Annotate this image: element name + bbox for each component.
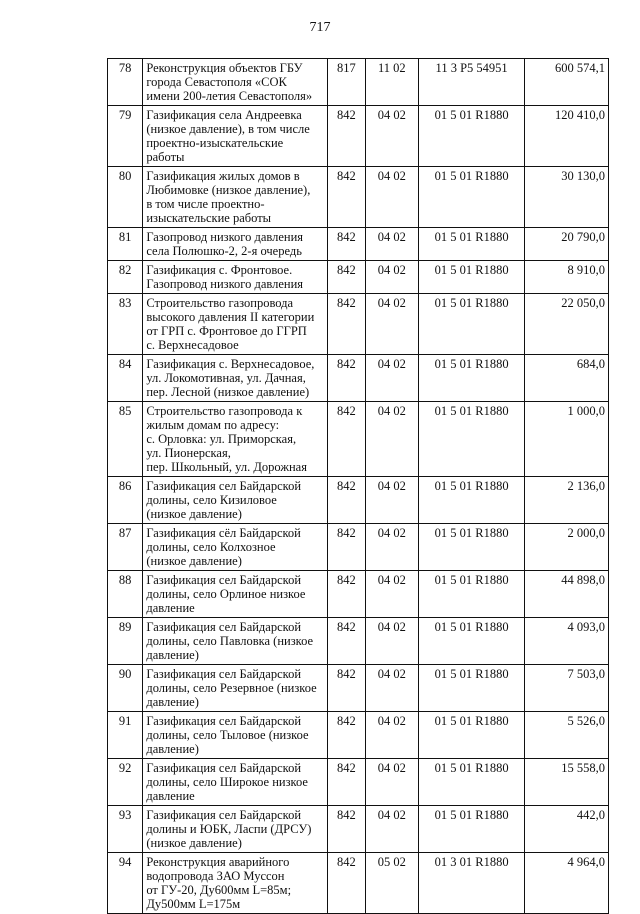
row-number-cell <box>108 618 143 665</box>
section-code-cell <box>365 712 419 759</box>
object-name: Газификация сел Байдарской долины, село Широкое низкое давление <box>146 761 308 803</box>
grbs-code: 842 <box>336 714 356 728</box>
target-article-code: 01 5 01 R1880 <box>434 761 509 775</box>
table-row <box>108 477 609 524</box>
section-code: 04 02 <box>377 808 406 822</box>
section-code: 04 02 <box>377 479 406 493</box>
section-code-cell <box>365 294 419 355</box>
row-number-cell <box>108 355 143 402</box>
amount: 684,0 <box>576 357 605 371</box>
section-code-cell <box>365 59 419 106</box>
target-article-code-cell <box>419 59 525 106</box>
row-number-cell <box>108 294 143 355</box>
object-name: Газификация с. Фронтовое. Газопровод низкого давления <box>146 263 304 291</box>
table-row <box>108 294 609 355</box>
grbs-code-cell <box>328 355 365 402</box>
target-article-code: 01 5 01 R1880 <box>434 108 509 122</box>
amount: 8 910,0 <box>567 263 605 277</box>
amount-cell <box>525 806 609 853</box>
row-number-cell <box>108 759 143 806</box>
row-number: 81 <box>118 230 132 244</box>
section-code: 04 02 <box>377 761 406 775</box>
grbs-code: 842 <box>336 808 356 822</box>
section-code: 04 02 <box>377 620 406 634</box>
object-name: Газификация сел Байдарской долины, село Кизиловое (низкое давление) <box>146 479 302 521</box>
row-number-cell <box>108 402 143 477</box>
section-code-cell <box>365 167 419 228</box>
grbs-code: 842 <box>336 761 356 775</box>
table-row <box>108 853 609 914</box>
amount-cell <box>525 665 609 712</box>
object-name-cell <box>143 261 328 294</box>
object-name: Реконструкция объектов ГБУ города Севастополя «СОК имени 200-летия Севастополя» <box>146 61 313 103</box>
section-code-cell <box>365 228 419 261</box>
amount-cell <box>525 261 609 294</box>
section-code-cell <box>365 806 419 853</box>
target-article-code: 01 5 01 R1880 <box>434 296 509 310</box>
amount-cell <box>525 228 609 261</box>
row-number-cell <box>108 665 143 712</box>
row-number: 91 <box>118 714 132 728</box>
row-number: 79 <box>118 108 132 122</box>
grbs-code-cell <box>328 759 365 806</box>
object-name-cell <box>143 571 328 618</box>
amount-cell <box>525 106 609 167</box>
table-row <box>108 806 609 853</box>
row-number: 83 <box>118 296 132 310</box>
amount: 7 503,0 <box>567 667 605 681</box>
object-name-cell <box>143 167 328 228</box>
amount: 22 050,0 <box>561 296 605 310</box>
row-number: 89 <box>118 620 132 634</box>
table-row <box>108 759 609 806</box>
object-name: Газификация сел Байдарской долины, село Орлиное низкое давление <box>146 573 306 615</box>
grbs-code: 842 <box>336 357 356 371</box>
amount: 2 000,0 <box>567 526 605 540</box>
object-name-cell <box>143 106 328 167</box>
target-article-code: 01 5 01 R1880 <box>434 808 509 822</box>
grbs-code-cell <box>328 59 365 106</box>
object-name: Газификация с. Верхнесадовое, ул. Локомотивная, ул. Дачная, пер. Лесной (низкое давление) <box>146 357 315 399</box>
row-number-cell <box>108 477 143 524</box>
grbs-code-cell <box>328 806 365 853</box>
amount-cell <box>525 618 609 665</box>
table-row <box>108 618 609 665</box>
target-article-code-cell <box>419 106 525 167</box>
table-row <box>108 261 609 294</box>
table-row <box>108 106 609 167</box>
target-article-code-cell <box>419 759 525 806</box>
object-name: Газификация сел Байдарской долины, село Тыловое (низкое давление) <box>146 714 309 756</box>
grbs-code: 842 <box>336 526 356 540</box>
grbs-code: 842 <box>336 855 356 869</box>
row-number-cell <box>108 712 143 759</box>
object-name-cell <box>143 759 328 806</box>
target-article-code-cell <box>419 712 525 759</box>
target-article-code: 01 5 01 R1880 <box>434 714 509 728</box>
object-name-cell <box>143 618 328 665</box>
section-code: 04 02 <box>377 404 406 418</box>
target-article-code: 11 3 P5 54951 <box>435 61 508 75</box>
target-article-code: 01 5 01 R1880 <box>434 404 509 418</box>
object-name-cell <box>143 402 328 477</box>
amount: 30 130,0 <box>561 169 605 183</box>
page-number: 717 <box>309 20 331 35</box>
row-number-cell <box>108 524 143 571</box>
row-number: 78 <box>118 61 132 75</box>
object-name-cell <box>143 712 328 759</box>
table-body <box>108 59 609 914</box>
object-name-cell <box>143 853 328 914</box>
section-code-cell <box>365 477 419 524</box>
table-row <box>108 402 609 477</box>
target-article-code-cell <box>419 228 525 261</box>
object-name: Газификация села Андреевка (низкое давление), в том числе проектно-изыскательские работы <box>146 108 310 164</box>
grbs-code-cell <box>328 477 365 524</box>
grbs-code: 842 <box>336 620 356 634</box>
section-code-cell <box>365 571 419 618</box>
row-number-cell <box>108 853 143 914</box>
grbs-code: 842 <box>336 230 356 244</box>
grbs-code: 842 <box>336 296 356 310</box>
row-number-cell <box>108 106 143 167</box>
grbs-code-cell <box>328 294 365 355</box>
object-name: Газификация сёл Байдарской долины, село Колхозное (низкое давление) <box>146 526 301 568</box>
table-row <box>108 228 609 261</box>
grbs-code-cell <box>328 228 365 261</box>
amount-cell <box>525 402 609 477</box>
row-number-cell <box>108 167 143 228</box>
grbs-code-cell <box>328 106 365 167</box>
grbs-code-cell <box>328 853 365 914</box>
target-article-code: 01 5 01 R1880 <box>434 573 509 587</box>
object-name-cell <box>143 665 328 712</box>
target-article-code: 01 5 01 R1880 <box>434 230 509 244</box>
target-article-code-cell <box>419 355 525 402</box>
section-code-cell <box>365 524 419 571</box>
target-article-code: 01 5 01 R1880 <box>434 169 509 183</box>
amount: 4 964,0 <box>567 855 605 869</box>
target-article-code: 01 5 01 R1880 <box>434 263 509 277</box>
amount: 20 790,0 <box>561 230 605 244</box>
object-name: Газификация сел Байдарской долины, село Павловка (низкое давление) <box>146 620 314 662</box>
row-number: 82 <box>118 263 132 277</box>
target-article-code: 01 5 01 R1880 <box>434 357 509 371</box>
section-code: 11 02 <box>377 61 406 75</box>
row-number: 85 <box>118 404 132 418</box>
object-name: Строительство газопровода к жилым домам по адресу: с. Орловка: ул. Приморская, ул. Пионерская, пер. Школьный, ул. Дорожная <box>146 404 307 474</box>
section-code: 04 02 <box>377 108 406 122</box>
object-name-cell <box>143 355 328 402</box>
table-row <box>108 712 609 759</box>
object-name: Газопровод низкого давления села Полюшко-2, 2-я очередь <box>146 230 304 258</box>
object-name: Газификация сел Байдарской долины и ЮБК, Ласпи (ДРСУ) (низкое давление) <box>146 808 312 850</box>
target-article-code-cell <box>419 261 525 294</box>
target-article-code: 01 5 01 R1880 <box>434 667 509 681</box>
amount: 120 410,0 <box>555 108 605 122</box>
row-number: 84 <box>118 357 132 371</box>
target-article-code: 01 5 01 R1880 <box>434 620 509 634</box>
row-number: 80 <box>118 169 132 183</box>
object-name-cell <box>143 228 328 261</box>
grbs-code: 842 <box>336 263 356 277</box>
target-article-code: 01 5 01 R1880 <box>434 526 509 540</box>
section-code-cell <box>365 665 419 712</box>
target-article-code-cell <box>419 524 525 571</box>
object-name-cell <box>143 477 328 524</box>
object-name: Реконструкция аварийного водопровода ЗАО Муссон от ГУ-20, Ду600мм L=85м; Ду500мм L=175м <box>146 855 292 911</box>
object-name-cell <box>143 806 328 853</box>
target-article-code-cell <box>419 618 525 665</box>
grbs-code: 817 <box>336 61 356 75</box>
table-row <box>108 167 609 228</box>
row-number-cell <box>108 261 143 294</box>
grbs-code-cell <box>328 402 365 477</box>
row-number: 87 <box>118 526 132 540</box>
target-article-code-cell <box>419 402 525 477</box>
section-code: 04 02 <box>377 230 406 244</box>
table-row <box>108 59 609 106</box>
grbs-code: 842 <box>336 169 356 183</box>
budget-table <box>107 58 609 914</box>
section-code-cell <box>365 853 419 914</box>
grbs-code-cell <box>328 167 365 228</box>
amount: 1 000,0 <box>567 404 605 418</box>
grbs-code-cell <box>328 261 365 294</box>
row-number: 88 <box>118 573 132 587</box>
target-article-code-cell <box>419 167 525 228</box>
amount: 4 093,0 <box>567 620 605 634</box>
amount-cell <box>525 294 609 355</box>
target-article-code: 01 5 01 R1880 <box>434 479 509 493</box>
object-name: Газификация сел Байдарской долины, село Резервное (низкое давление) <box>146 667 317 709</box>
row-number-cell <box>108 59 143 106</box>
amount: 442,0 <box>576 808 605 822</box>
section-code-cell <box>365 106 419 167</box>
section-code: 04 02 <box>377 714 406 728</box>
section-code-cell <box>365 402 419 477</box>
target-article-code-cell <box>419 294 525 355</box>
amount-cell <box>525 853 609 914</box>
grbs-code: 842 <box>336 108 356 122</box>
section-code: 04 02 <box>377 573 406 587</box>
table-row <box>108 665 609 712</box>
target-article-code-cell <box>419 806 525 853</box>
object-name-cell <box>143 294 328 355</box>
row-number: 86 <box>118 479 132 493</box>
amount: 5 526,0 <box>567 714 605 728</box>
amount-cell <box>525 59 609 106</box>
amount: 15 558,0 <box>561 761 605 775</box>
section-code-cell <box>365 355 419 402</box>
section-code: 04 02 <box>377 667 406 681</box>
grbs-code: 842 <box>336 479 356 493</box>
object-name-cell <box>143 59 328 106</box>
section-code: 04 02 <box>377 357 406 371</box>
amount: 44 898,0 <box>561 573 605 587</box>
target-article-code: 01 3 01 R1880 <box>434 855 509 869</box>
row-number: 94 <box>118 855 132 869</box>
target-article-code-cell <box>419 477 525 524</box>
amount-cell <box>525 167 609 228</box>
section-code-cell <box>365 759 419 806</box>
target-article-code-cell <box>419 571 525 618</box>
amount-cell <box>525 355 609 402</box>
amount-cell <box>525 712 609 759</box>
table-row <box>108 571 609 618</box>
amount: 2 136,0 <box>567 479 605 493</box>
amount-cell <box>525 759 609 806</box>
table-row <box>108 524 609 571</box>
row-number: 92 <box>118 761 132 775</box>
section-code-cell <box>365 261 419 294</box>
grbs-code-cell <box>328 712 365 759</box>
grbs-code-cell <box>328 524 365 571</box>
target-article-code-cell <box>419 853 525 914</box>
row-number: 93 <box>118 808 132 822</box>
section-code: 05 02 <box>377 855 406 869</box>
amount-cell <box>525 524 609 571</box>
grbs-code: 842 <box>336 404 356 418</box>
section-code: 04 02 <box>377 263 406 277</box>
grbs-code-cell <box>328 665 365 712</box>
object-name: Газификация жилых домов в Любимовке (низкое давление), в том числе проектно- изыскательские работы <box>146 169 311 225</box>
grbs-code: 842 <box>336 667 356 681</box>
object-name-cell <box>143 524 328 571</box>
amount: 600 574,1 <box>555 61 605 75</box>
object-name: Строительство газопровода высокого давления II категории от ГРП с. Фронтовое до ГГРП с. Верхнесадовое <box>146 296 315 352</box>
table-row <box>108 355 609 402</box>
grbs-code-cell <box>328 618 365 665</box>
target-article-code-cell <box>419 665 525 712</box>
amount-cell <box>525 477 609 524</box>
row-number-cell <box>108 571 143 618</box>
row-number-cell <box>108 228 143 261</box>
section-code-cell <box>365 618 419 665</box>
amount-cell <box>525 571 609 618</box>
row-number: 90 <box>118 667 132 681</box>
grbs-code: 842 <box>336 573 356 587</box>
row-number-cell <box>108 806 143 853</box>
section-code: 04 02 <box>377 296 406 310</box>
grbs-code-cell <box>328 571 365 618</box>
section-code: 04 02 <box>377 526 406 540</box>
section-code: 04 02 <box>377 169 406 183</box>
